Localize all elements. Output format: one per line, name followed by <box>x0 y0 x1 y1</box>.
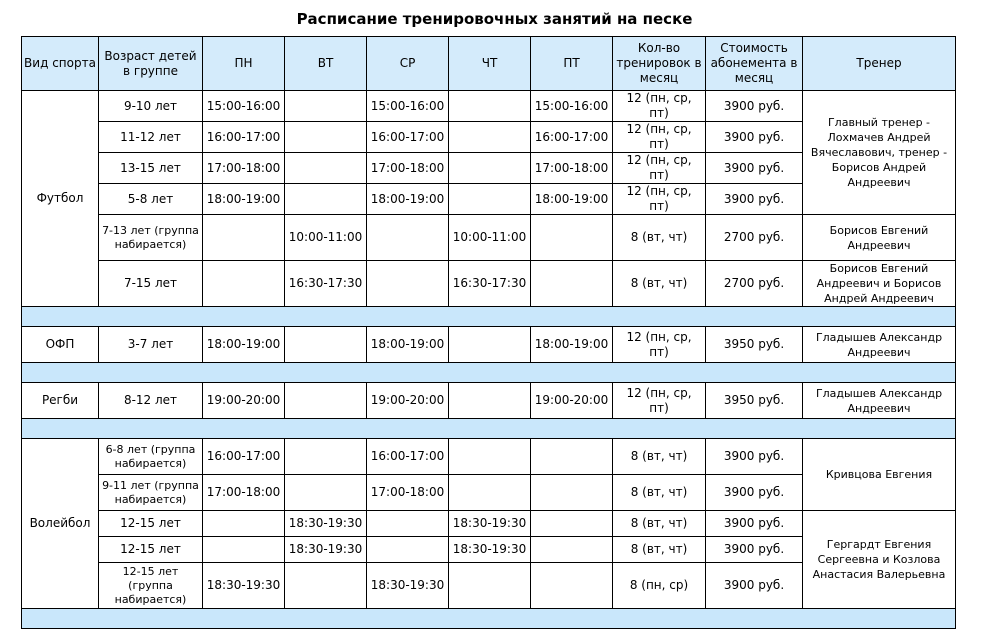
tue-cell <box>285 563 367 609</box>
schedule-table <box>21 36 956 629</box>
price-cell: 3900 руб. <box>706 153 803 184</box>
thu-cell <box>449 383 531 419</box>
fri-cell: 17:00-18:00 <box>531 153 613 184</box>
count-cell: 12 (пн, ср, пт) <box>613 122 706 153</box>
fri-cell: 18:00-19:00 <box>531 184 613 215</box>
price-cell: 3950 руб. <box>706 327 803 363</box>
age-cell: 12-15 лет <box>99 537 203 563</box>
thu-cell: 16:30-17:30 <box>449 261 531 307</box>
tue-cell: 16:30-17:30 <box>285 261 367 307</box>
sport-volleyball: Волейбол <box>22 439 99 609</box>
count-cell: 8 (вт, чт) <box>613 439 706 475</box>
separator-row <box>22 363 956 383</box>
fri-cell: 15:00-16:00 <box>531 91 613 122</box>
coach-cell: Кривцова Евгения <box>803 439 956 511</box>
age-cell: 9-10 лет <box>99 91 203 122</box>
price-cell: 2700 руб. <box>706 261 803 307</box>
wed-cell <box>367 511 449 537</box>
table-row <box>22 91 956 122</box>
count-cell: 8 (вт, чт) <box>613 511 706 537</box>
thu-cell: 10:00-11:00 <box>449 215 531 261</box>
tue-cell <box>285 91 367 122</box>
fri-cell <box>531 511 613 537</box>
separator <box>22 307 956 327</box>
thu-cell <box>449 122 531 153</box>
count-cell: 12 (пн, ср, пт) <box>613 383 706 419</box>
age-cell: 13-15 лет <box>99 153 203 184</box>
header-mon: ПН <box>203 37 285 91</box>
header-coach: Тренер <box>803 37 956 91</box>
fri-cell <box>531 261 613 307</box>
tue-cell <box>285 122 367 153</box>
sport-football: Футбол <box>22 91 99 307</box>
table-row <box>22 383 956 419</box>
table-row <box>22 439 956 475</box>
header-row <box>22 37 956 91</box>
header-sport: Вид спорта <box>22 37 99 91</box>
sport-rugby: Регби <box>22 383 99 419</box>
age-cell: 5-8 лет <box>99 184 203 215</box>
fri-cell <box>531 439 613 475</box>
wed-cell <box>367 261 449 307</box>
price-cell: 2700 руб. <box>706 215 803 261</box>
header-count: Кол-во тренировок в месяц <box>613 37 706 91</box>
separator-row <box>22 307 956 327</box>
mon-cell: 17:00-18:00 <box>203 475 285 511</box>
mon-cell: 15:00-16:00 <box>203 91 285 122</box>
header-fri: ПТ <box>531 37 613 91</box>
thu-cell <box>449 153 531 184</box>
mon-cell <box>203 261 285 307</box>
header-wed: СР <box>367 37 449 91</box>
tue-cell <box>285 383 367 419</box>
coach-cell: Борисов Евгений Андреевич <box>803 215 956 261</box>
price-cell: 3900 руб. <box>706 184 803 215</box>
mon-cell: 16:00-17:00 <box>203 439 285 475</box>
thu-cell <box>449 184 531 215</box>
thu-cell <box>449 475 531 511</box>
price-cell: 3900 руб. <box>706 475 803 511</box>
fri-cell: 18:00-19:00 <box>531 327 613 363</box>
age-cell: 7-15 лет <box>99 261 203 307</box>
wed-cell: 18:30-19:30 <box>367 563 449 609</box>
price-cell: 3900 руб. <box>706 563 803 609</box>
thu-cell <box>449 563 531 609</box>
mon-cell: 17:00-18:00 <box>203 153 285 184</box>
thu-cell: 18:30-19:30 <box>449 537 531 563</box>
tue-cell <box>285 439 367 475</box>
tue-cell <box>285 327 367 363</box>
count-cell: 8 (вт, чт) <box>613 537 706 563</box>
header-price: Стоимость абонемента в месяц <box>706 37 803 91</box>
mon-cell: 18:30-19:30 <box>203 563 285 609</box>
coach-cell: Гладышев Александр Андреевич <box>803 383 956 419</box>
wed-cell <box>367 537 449 563</box>
thu-cell <box>449 91 531 122</box>
separator-row <box>22 419 956 439</box>
tue-cell <box>285 184 367 215</box>
mon-cell: 16:00-17:00 <box>203 122 285 153</box>
fri-cell <box>531 215 613 261</box>
wed-cell: 16:00-17:00 <box>367 122 449 153</box>
thu-cell <box>449 327 531 363</box>
separator-row <box>22 609 956 629</box>
price-cell: 3900 руб. <box>706 122 803 153</box>
age-cell: 3-7 лет <box>99 327 203 363</box>
coach-cell: Гладышев Александр Андреевич <box>803 327 956 363</box>
mon-cell: 18:00-19:00 <box>203 327 285 363</box>
wed-cell <box>367 215 449 261</box>
mon-cell <box>203 215 285 261</box>
table-row <box>22 327 956 363</box>
fri-cell <box>531 475 613 511</box>
age-cell: 11-12 лет <box>99 122 203 153</box>
age-cell: 12-15 лет (группа набирается) <box>99 563 203 609</box>
mon-cell: 19:00-20:00 <box>203 383 285 419</box>
wed-cell: 17:00-18:00 <box>367 475 449 511</box>
sport-ofp: ОФП <box>22 327 99 363</box>
page-title: Расписание тренировочных занятий на песке <box>296 10 693 28</box>
separator <box>22 419 956 439</box>
table-row <box>22 511 956 537</box>
tue-cell <box>285 475 367 511</box>
count-cell: 8 (вт, чт) <box>613 215 706 261</box>
price-cell: 3950 руб. <box>706 383 803 419</box>
count-cell: 12 (пн, ср, пт) <box>613 184 706 215</box>
count-cell: 12 (пн, ср, пт) <box>613 327 706 363</box>
header-tue: ВТ <box>285 37 367 91</box>
count-cell: 8 (вт, чт) <box>613 261 706 307</box>
table-row <box>22 261 956 307</box>
fri-cell: 19:00-20:00 <box>531 383 613 419</box>
wed-cell: 16:00-17:00 <box>367 439 449 475</box>
wed-cell: 17:00-18:00 <box>367 153 449 184</box>
age-cell: 12-15 лет <box>99 511 203 537</box>
fri-cell: 16:00-17:00 <box>531 122 613 153</box>
fri-cell <box>531 563 613 609</box>
tue-cell <box>285 153 367 184</box>
price-cell: 3900 руб. <box>706 511 803 537</box>
wed-cell: 18:00-19:00 <box>367 327 449 363</box>
age-cell: 7-13 лет (группа набирается) <box>99 215 203 261</box>
coach-cell: Главный тренер - Лохмачев Андрей Вячеславович, тренер - Борисов Андрей Андреевич <box>803 91 956 215</box>
count-cell: 8 (вт, чт) <box>613 475 706 511</box>
separator <box>22 363 956 383</box>
age-cell: 6-8 лет (группа набирается) <box>99 439 203 475</box>
price-cell: 3900 руб. <box>706 537 803 563</box>
mon-cell <box>203 511 285 537</box>
header-age: Возраст детей в группе <box>99 37 203 91</box>
price-cell: 3900 руб. <box>706 91 803 122</box>
price-cell: 3900 руб. <box>706 439 803 475</box>
age-cell: 9-11 лет (группа набирается) <box>99 475 203 511</box>
age-cell: 8-12 лет <box>99 383 203 419</box>
tue-cell: 18:30-19:30 <box>285 511 367 537</box>
count-cell: 8 (пн, ср) <box>613 563 706 609</box>
coach-cell: Борисов Евгений Андреевич и Борисов Андрей Андреевич <box>803 261 956 307</box>
thu-cell <box>449 439 531 475</box>
header-thu: ЧТ <box>449 37 531 91</box>
tue-cell: 18:30-19:30 <box>285 537 367 563</box>
wed-cell: 19:00-20:00 <box>367 383 449 419</box>
table-row <box>22 215 956 261</box>
count-cell: 12 (пн, ср, пт) <box>613 153 706 184</box>
count-cell: 12 (пн, ср, пт) <box>613 91 706 122</box>
fri-cell <box>531 537 613 563</box>
mon-cell: 18:00-19:00 <box>203 184 285 215</box>
coach-cell: Гергардт Евгения Сергеевна и Козлова Анастасия Валерьевна <box>803 511 956 609</box>
separator <box>22 609 956 629</box>
tue-cell: 10:00-11:00 <box>285 215 367 261</box>
thu-cell: 18:30-19:30 <box>449 511 531 537</box>
wed-cell: 15:00-16:00 <box>367 91 449 122</box>
wed-cell: 18:00-19:00 <box>367 184 449 215</box>
mon-cell <box>203 537 285 563</box>
